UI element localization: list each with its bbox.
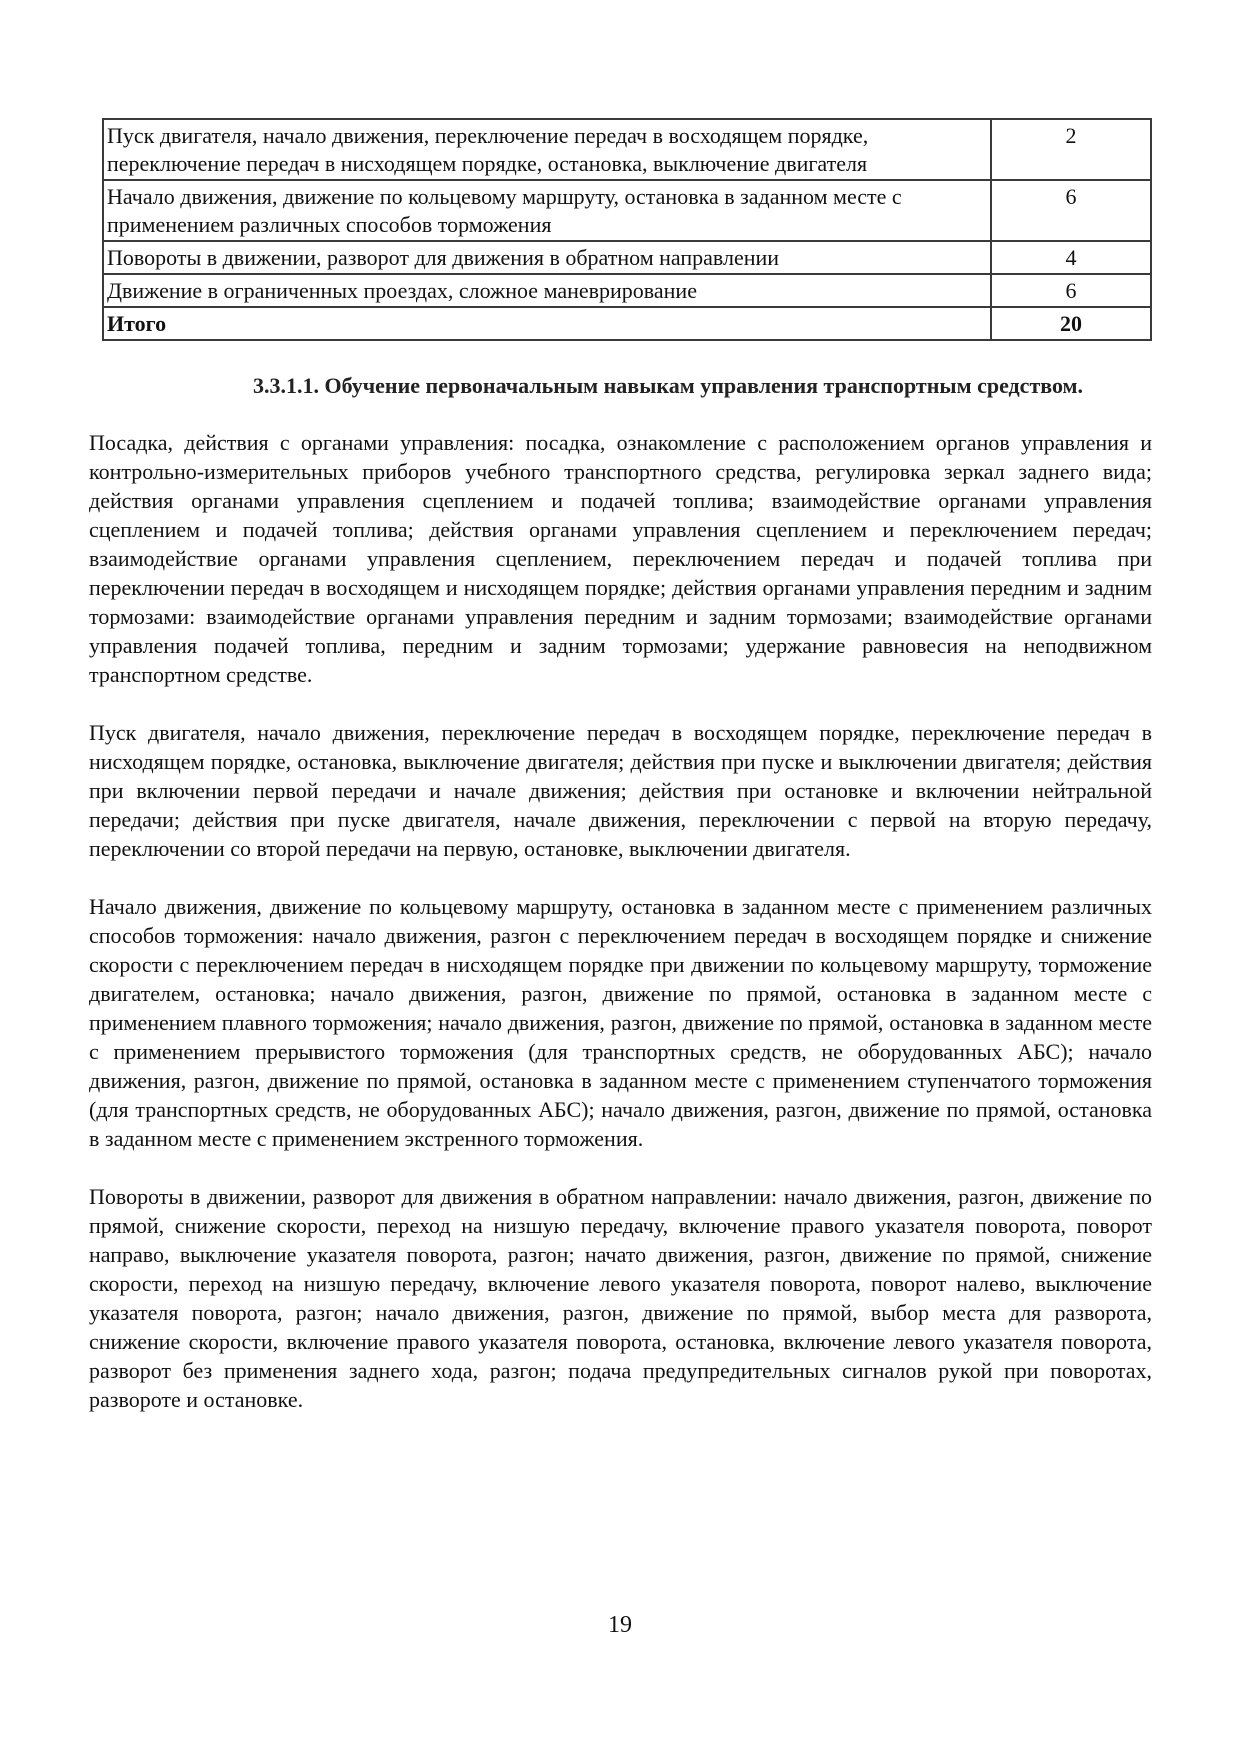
topic-cell: Пуск двигателя, начало движения, переключение передач в восходящем порядке, переключение передач в нисходящем порядке, остановка, выключение двигателя (103, 119, 991, 180)
topic-cell: Повороты в движении, разворот для движения в обратном направлении (103, 241, 991, 274)
table-row (103, 241, 1151, 274)
total-label: Итого (103, 307, 991, 340)
paragraph: Повороты в движении, разворот для движения в обратном направлении: начало движения, разгон, движение по прямой, снижение скорости, переход на низшую передачу, включение правого указателя поворота, поворот направо, выключение указателя поворота, разгон; начато движения, разгон, движение по прямой, снижение скорости, переход на низшую передачу, включение левого указателя поворота, поворот налево, выключение указателя поворота, разгон; начало движения, разгон, движение по прямой, выбор места для разворота, снижение скорости, включение правого указателя поворота, остановка, включение левого указателя поворота, разворот без применения заднего хода, разгон; подача предупредительных сигналов рукой при поворотах, развороте и остановке. (89, 1184, 1152, 1412)
hours-cell: 2 (991, 119, 1151, 180)
body-text (89, 428, 1152, 1443)
table-row (103, 180, 1151, 241)
hours-cell: 4 (991, 241, 1151, 274)
hours-cell: 6 (991, 180, 1151, 241)
page-number: 19 (608, 1612, 632, 1638)
table-row (103, 119, 1151, 180)
table-row (103, 274, 1151, 307)
paragraph: Посадка, действия с органами управления: посадка, ознакомление с расположением органов управления и контрольно-измерительных приборов учебного транспортного средства, регулировка зеркал заднего вида; действия органами управления сцеплением и подачей топлива; взаимодействие органами управления сцеплением и подачей топлива; действия органами управления сцеплением и переключением передач; взаимодействие органами управления сцеплением, переключением передач и подачей топлива при переключении передач в восходящем и нисходящем порядке; действия органами управления передним и задним тормозами: взаимодействие органами управления передним и задним тормозами; взаимодействие органами управления подачей топлива, передним и задним тормозами; удержание равновесия на неподвижном транспортном средстве. (89, 430, 1152, 687)
hours-cell: 6 (991, 274, 1151, 307)
paragraph: Пуск двигателя, начало движения, переключение передач в восходящем порядке, переключение передач в нисходящем порядке, остановка, выключение двигателя; действия при пуске и выключении двигателя; действия при включении первой передачи и начале движения; действия при остановке и включении нейтральной передачи; действия при пуске двигателя, начале движения, переключении с первой на вторую передачу, переключении со второй передачи на первую, остановке, выключении двигателя. (89, 720, 1152, 861)
table-total-row (103, 307, 1151, 340)
training-hours-table (102, 118, 1152, 341)
topic-cell: Начало движения, движение по кольцевому маршруту, остановка в заданном месте с применением различных способов торможения (103, 180, 991, 241)
section-heading: 3.3.1.1. Обучение первоначальным навыкам управления транспортным средством. (252, 373, 1084, 398)
total-hours: 20 (991, 307, 1151, 340)
topic-cell: Движение в ограниченных проездах, сложное маневрирование (103, 274, 991, 307)
paragraph: Начало движения, движение по кольцевому маршруту, остановка в заданном месте с применением различных способов торможения: начало движения, разгон с переключением передач в восходящем порядке и снижение скорости с переключением передач в нисходящем порядке при движении по кольцевому маршруту, торможение двигателем, остановка; начало движения, разгон, движение по прямой, остановка в заданном месте с применением плавного торможения; начало движения, разгон, движение по прямой, остановка в заданном месте с применением прерывистого торможения (для транспортных средств, не оборудованных АБС); начало движения, разгон, движение по прямой, остановка в заданном месте с применением ступенчатого торможения (для транспортных средств, не оборудованных АБС); начало движения, разгон, движение по прямой, остановка в заданном месте с применением экстренного торможения. (89, 894, 1152, 1151)
